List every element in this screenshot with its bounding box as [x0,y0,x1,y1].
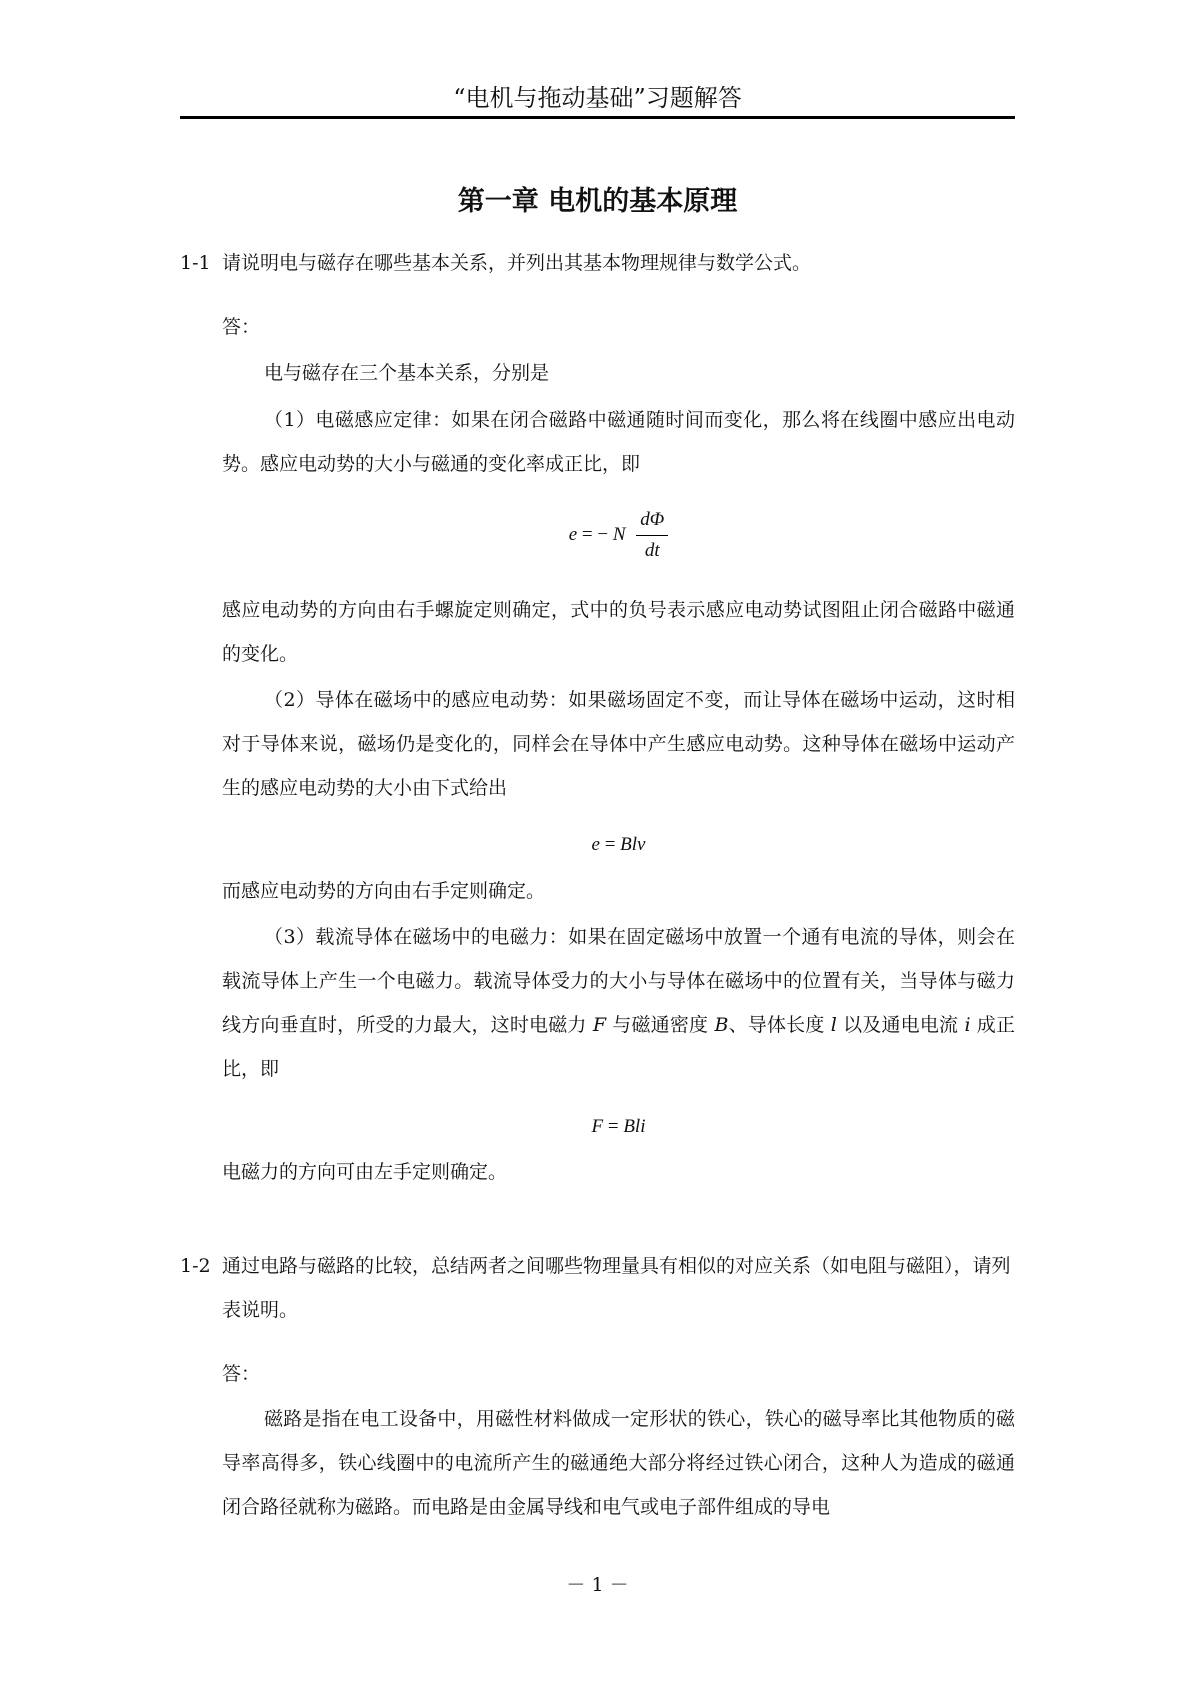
var-B: B [714,1014,729,1036]
formula-bli [222,1116,1015,1138]
answer-label: 答： [222,316,261,338]
answer-intro: 电与磁存在三个基本关系，分别是 [264,362,550,384]
fraction-denominator: dt [644,540,660,561]
question-text: 请说明电与磁存在哪些基本关系，并列出其基本物理规律与数学公式。 [222,252,812,274]
formula-equals: = − [577,523,613,545]
formula-coefficient: N [612,523,626,545]
running-header: “电机与拖动基础”习题解答 [453,84,742,112]
question-number: 1-2 [180,1255,211,1277]
paragraph-direction-note: 感应电动势的方向由右手螺旋定则确定，式中的负号表示感应电动势试图阻止闭合磁路中磁通的变化。 [222,599,1015,665]
formula-lhs: e [591,834,600,855]
paragraph-faraday-law: （1）电磁感应定律：如果在闭合磁路中磁通随时间而变化，那么将在线圈中感应出电动势。感应电动势的大小与磁通的变化率成正比，即 [222,409,1015,475]
var-l: l [830,1014,837,1036]
question-1-1 [180,241,1015,285]
fraction-numerator: dΦ [636,508,668,536]
formula-faraday [222,508,1015,563]
formula-equals: = [603,1116,624,1137]
chapter-title: 第一章 电机的基本原理 [457,186,738,217]
page-number: － 1 － [566,1574,629,1596]
formula-rhs: Bli [623,1116,646,1137]
var-i: i [964,1014,971,1036]
question-text: 通过电路与磁路的比较，总结两者之间哪些物理量具有相似的对应关系（如电阻与磁阻），请列表说明。 [222,1255,1011,1321]
header-rule [180,116,1015,119]
answer-label: 答： [222,1363,261,1385]
question-number: 1-1 [180,252,211,274]
paragraph-right-hand-rule: 而感应电动势的方向由右手定则确定。 [222,880,546,902]
formula-blv [222,834,1015,856]
formula-rhs: Blv [620,834,646,855]
var-F: F [592,1014,607,1036]
formula-fraction [636,508,668,563]
paragraph-conductor-emf: （2）导体在磁场中的感应电动势：如果磁场固定不变，而让导体在磁场中运动，这时相对于导体来说，磁场仍是变化的，同样会在导体中产生感应电动势。这种导体在磁场中运动产生的感应电动势的大小由下式给出 [222,689,1015,799]
paragraph-left-hand-rule: 电磁力的方向可由左手定则确定。 [222,1161,508,1183]
paragraph-electromagnetic-force: （3）载流导体在磁场中的电磁力：如果在固定磁场中放置一个通有电流的导体，则会在载流导体上产生一个电磁力。载流导体受力的大小与导体在磁场中的位置有关，当导体与磁力线方向垂直时，所受的力最大，这时电磁力 F 与磁通密度 B、导体长度 l 以及通电电流 i 成正比，即 [222,926,1015,1080]
question-1-2 [180,1244,1015,1332]
formula-equals: = [599,834,621,855]
paragraph-magnetic-circuit: 磁路是指在电工设备中，用磁性材料做成一定形状的铁心，铁心的磁导率比其他物质的磁导率高得多，铁心线圈中的电流所产生的磁通绝大部分将经过铁心闭合，这种人为造成的磁通闭合路径就称为磁路。而电路是由金属导线和电气或电子部件组成的导电 [222,1408,1015,1518]
formula-lhs: F [591,1116,604,1137]
formula-lhs: e [568,523,578,545]
